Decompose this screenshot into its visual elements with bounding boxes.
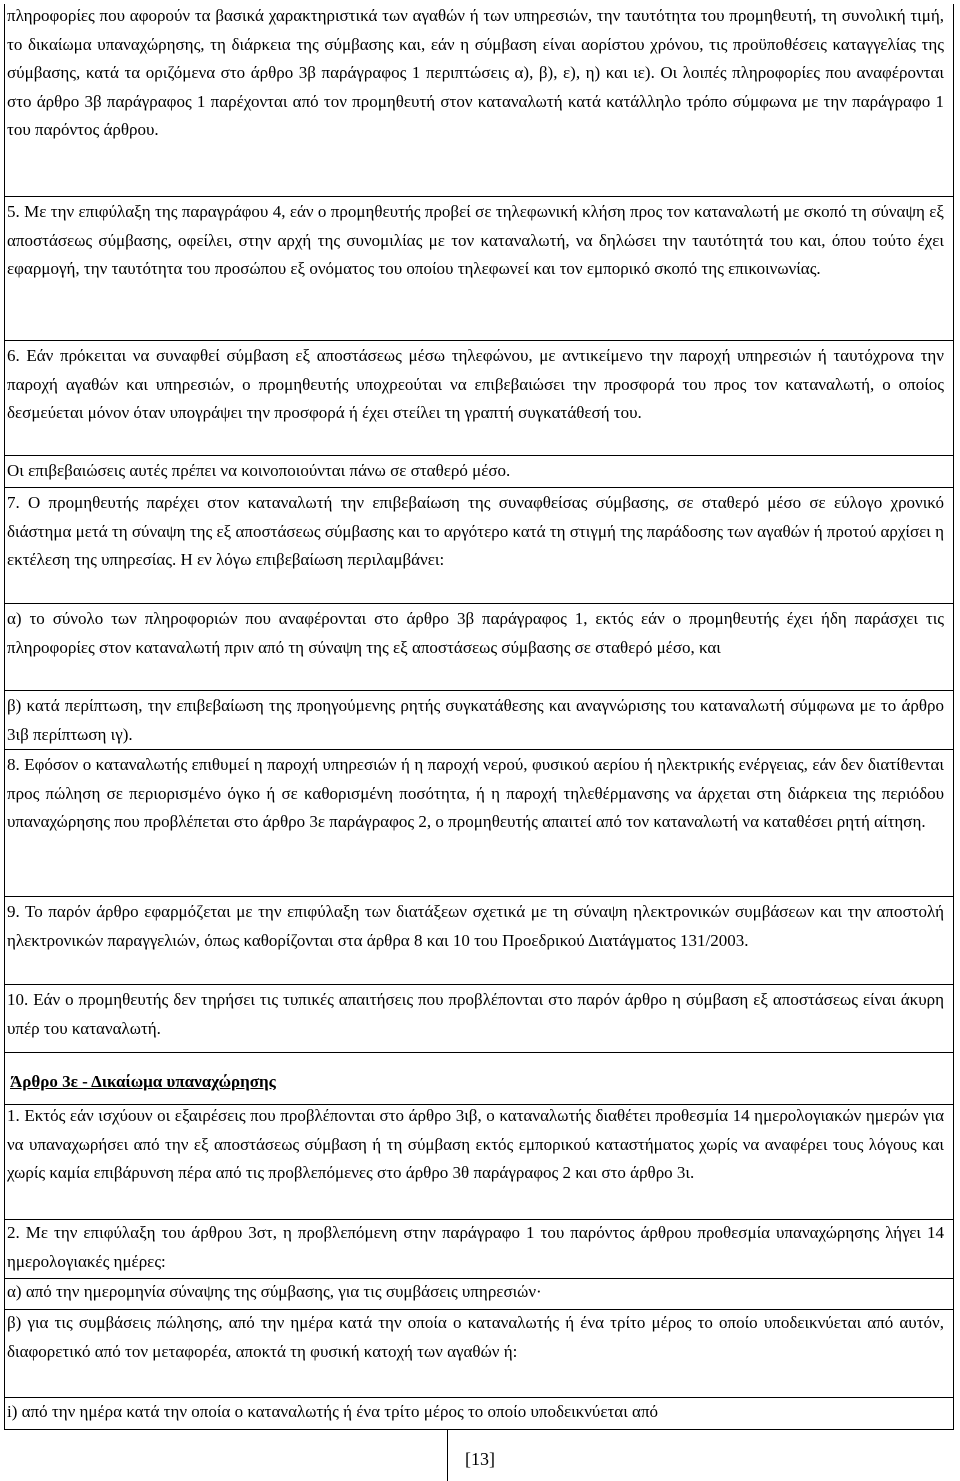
paragraph-10 — [7, 986, 944, 1043]
paragraph-text: 7. Ο προμηθευτής παρέχει στον καταναλωτή την επιβεβαίωση της συναφθείσας σύμβασης, σε σταθερό μέσο σε εύλογο χρονικό διάστημα μετά τη σύναψη της εξ αποστάσεως σύμβασης και το αργότερο κατά τη στιγμή της παράδοσης των αγαθών ή προτού αρχίσει η εκτέλεση της υπηρεσίας. Η εν λόγω επιβεβαίωση περιλαμβάνει: — [7, 493, 945, 570]
paragraph-8 — [7, 751, 944, 837]
article-paragraph-2bi — [7, 1398, 944, 1427]
section-divider — [4, 1052, 954, 1053]
article-paragraph-1 — [7, 1102, 944, 1188]
divider — [4, 896, 954, 897]
paragraph-text: β) κατά περίπτωση, την επιβεβαίωση της προηγούμενης ρητής συγκατάθεσης και αναγνώρισης του καταναλωτή σύμφωνα με το άρθρο 3ιβ περίπτωση ιγ). — [7, 696, 944, 744]
article-paragraph-2b — [7, 1309, 944, 1366]
paragraph-text: 9. Το παρόν άρθρο εφαρμόζεται με την επιφύλαξη των διατάξεων σχετικά με τη σύναψη ηλεκτρονικών συμβάσεων και την αποστολή ηλεκτρονικών παραγγελιών, όπως καθορίζονται στα άρθρα 8 και 10 του Προεδρικού Διατάγματος 131/2003. — [7, 902, 944, 950]
divider — [4, 603, 954, 604]
page-number: [13] — [465, 1449, 495, 1469]
paragraph-text: i) από την ημέρα κατά την οποία ο καταναλωτής ή ένα τρίτο μέρος το οποίο υποδεικνύεται από — [7, 1402, 659, 1421]
paragraph-6 — [7, 342, 944, 428]
article-paragraph-2 — [7, 1219, 944, 1276]
paragraph-text: α) το σύνολο των πληροφοριών που αναφέρονται στο άρθρο 3β παράγραφος 1, εκτός εάν ο προμηθευτής έχει ήδη παράσχει τις πληροφορίες στον καταναλωτή πριν από τη σύναψη της εξ αποστάσεως σύμβασης σε σταθερό μέσο, και — [7, 609, 944, 657]
article-paragraph-2a — [7, 1278, 944, 1307]
paragraph-text: 2. Με την επιφύλαξη του άρθρου 3στ, η προβλεπόμενη στην παράγραφο 1 του παρόντος άρθρου προθεσμία υπαναχώρησης λήγει 14 ημερολογιακές ημέρες: — [7, 1223, 944, 1271]
paragraph-text: β) για τις συμβάσεις πώλησης, από την ημέρα κατά την οποία ο καταναλωτής ή ένα τρίτο μέρος το οποίο υποδεικνύεται από αυτόν, διαφορετικό από τον μεταφορέα, αποκτά τη φυσική κατοχή των αγαθών ή: — [7, 1313, 944, 1361]
paragraph-text: 5. Με την επιφύλαξη της παραγράφου 4, εάν ο προμηθευτής προβεί σε τηλεφωνική κλήση προς τον καταναλωτή με σκοπό τη σύναψη εξ αποστάσεως σύμβασης, οφείλει, στην αρχή της συνομιλίας με τον καταναλωτή, να δηλώσει την ταυτότητά του και, όπου τούτο έχει εφαρμογή, την ταυτότητα του προσώπου εξ ονόματος του οποίου τηλεφωνεί και τον εμπορικό σκοπό της επικοινωνίας. — [7, 202, 944, 279]
page-bottom-rule — [4, 1429, 954, 1430]
paragraph-text: 6. Εάν πρόκειται να συναφθεί σύμβαση εξ αποστάσεως μέσω τηλεφώνου, με αντικείμενο την παροχή υπηρεσιών ή ταυτόχρονα την παροχή αγαθών και υπηρεσιών, ο προμηθευτής υποχρεούται να επιβεβαιώσει την προσφορά του προς τον καταναλωτή, ο οποίος δεσμεύεται μόνον όταν υπογράψει την προσφορά ή έχει στείλει τη γραπτή συγκατάθεσή του. — [7, 346, 944, 423]
paragraph-7a — [7, 605, 944, 662]
paragraph-text: 10. Εάν ο προμηθευτής δεν τηρήσει τις τυπικές απαιτήσεις που προβλέπονται στο παρόν άρθρο η σύμβαση εξ αποστάσεως είναι άκυρη υπέρ του καταναλωτή. — [7, 990, 944, 1038]
paragraph-5 — [7, 198, 944, 284]
divider — [4, 690, 954, 691]
paragraph-text: α) από την ημερομηνία σύναψης της σύμβασης, για τις συμβάσεις υπηρεσιών· — [7, 1282, 542, 1301]
divider — [4, 984, 954, 985]
paragraph-6b — [7, 457, 944, 486]
divider — [4, 455, 954, 456]
divider — [4, 749, 954, 750]
paragraph-9 — [7, 898, 944, 955]
paragraph-continuation — [7, 2, 944, 145]
paragraph-7 — [7, 489, 944, 575]
paragraph-7b — [7, 692, 944, 749]
divider — [4, 340, 954, 341]
paragraph-text: 8. Εφόσον ο καταναλωτής επιθυμεί η παροχή υπηρεσιών ή η παροχή νερού, φυσικού αερίου ή ηλεκτρικής ενέργειας, εάν δεν διατίθενται προς πώληση σε περιορισμένο όγκο ή σε καθορισμένη ποσότητα, ή η παροχή τηλεθέρμανσης να άρχεται στη διάρκεια της περιόδου υπαναχώρησης που προβλέπεται στο άρθρο 3ε παράγραφος 2, ο προμηθευτής απαιτεί από τον καταναλωτή να καταθέσει ρητή αίτηση. — [7, 755, 944, 832]
paragraph-text: πληροφορίες που αφορούν τα βασικά χαρακτηριστικά των αγαθών ή των υπηρεσιών, την ταυτότητα του προμηθευτή, τη συνολική τιμή, το δικαίωμα υπαναχώρησης, τη διάρκεια της σύμβασης και, εάν η σύμβαση είναι αορίστου χρόνου, τις προϋποθέσεις καταγγελίας της σύμβασης, κατά τα οριζόμενα στο άρθρο 3β παράγραφος 1 περιπτώσεις α), β), ε), η) και ιε). Οι λοιπές πληροφορίες που αναφέρονται στο άρθρο 3β παράγραφος 1 παρέχονται από τον προμηθευτή στον καταναλωτή κατά κατάλληλο τρόπο σύμφωνα με την παράγραφο 1 του παρόντος άρθρου. — [7, 6, 944, 140]
divider — [4, 196, 954, 197]
article-heading: Άρθρο 3ε - Δικαίωμα υπαναχώρησης — [10, 1072, 276, 1091]
paragraph-text: Οι επιβεβαιώσεις αυτές πρέπει να κοινοποιούνται πάνω σε σταθερό μέσο. — [7, 461, 511, 480]
paragraph-text: 1. Εκτός εάν ισχύουν οι εξαιρέσεις που προβλέπονται στο άρθρο 3ιβ, ο καταναλωτής διαθέτει προθεσμία 14 ημερολογιακών ημερών για να υπαναχωρήσει από την εξ αποστάσεως σύμβαση ή τη σύμβαση εκτός εμπορικού καταστήματος χωρίς να αναφέρει τους λόγους και χωρίς καμία επιβάρυνση πέρα από τις προβλεπόμενες στο άρθρο 3θ παράγραφος 2 και στο άρθρο 3ι. — [7, 1106, 944, 1183]
divider — [4, 487, 954, 488]
